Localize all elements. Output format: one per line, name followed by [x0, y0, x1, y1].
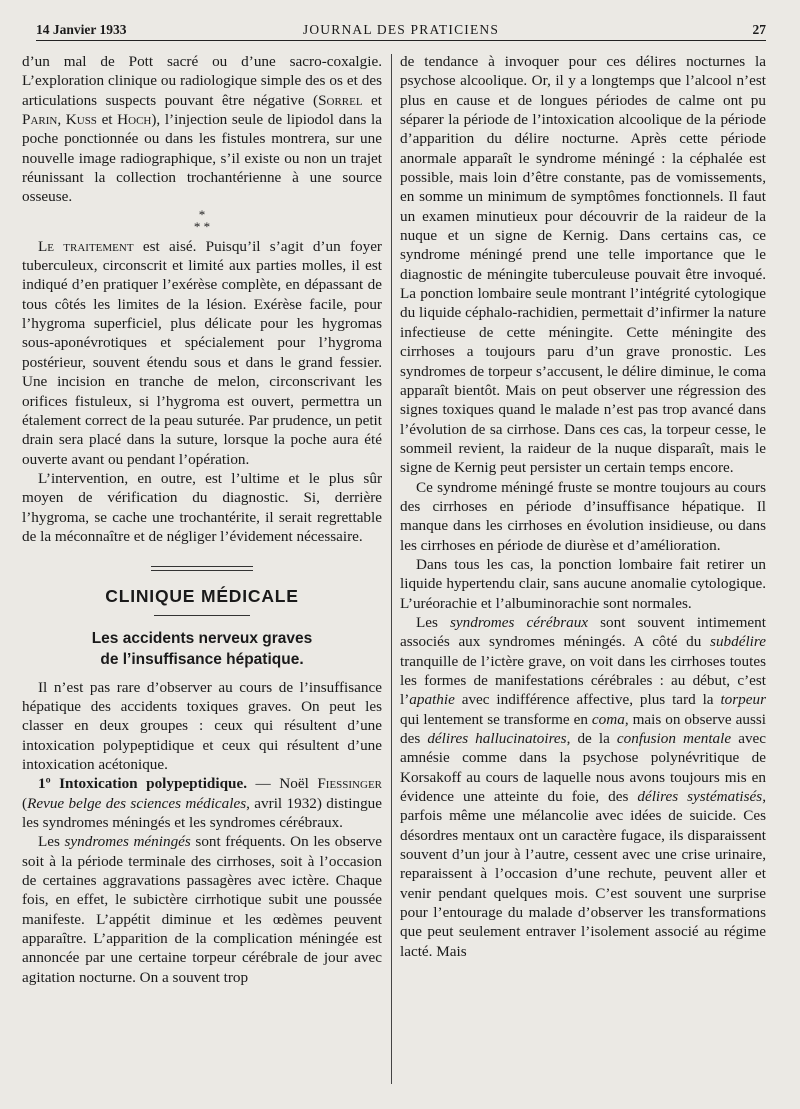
paragraph: 1º Intoxication polypeptidique. — Noël Fiessinger (Revue belge des sciences médicales, avril 1932) distingue les syndromes méningés et les syndromes cérébraux. — [22, 775, 382, 831]
heading-rule — [154, 615, 250, 616]
paragraph: Dans tous les cas, la ponction lombaire fait retirer un liquide hypertendu clair, sans aucune anomalie cytologique. L’uréorachie et l’albuminorachie sont normales. — [400, 555, 766, 612]
paragraph: d’un mal de Pott sacré ou d’une sacro-coxalgie. L’exploration clinique ou radiologique simple des os et des articulations suspects pouvant être négative (Sorrel et Parin, Kuss et Hoch), l’injection seule de lipiodol dans la poche ponctionnée ou dans les fistules montrera, sur une nouvelle image radiographique, s’il existe ou non un trajet réunissant la collection trochantérienne à une source osseuse. — [22, 53, 382, 206]
asterism: * * * — [193, 206, 211, 234]
paragraph: Le traitement est aisé. Puisqu’il s’agit d’un foyer tuberculeux, circonscrit et limité aux parties molles, il est indiqué d’en pratiquer l’exérèse complète, en dépassant de tous côtés les limites de la lésion. Exérèse facile, pour l’hygroma superficiel, plus délicate pour les hygromas sous-aponévrotiques et spécialement pour l’hygroma postérieur, souvent étendu sous et dans le grand fessier. Une incision en tranche de melon, circonscrivant les orifices fistuleux, si l’hygroma est ouvert, permettra un étalement correct de la peau suturée. Par prudence, un petit drain sera placé dans la suture, lorsque la poche aura été ouverte avant ou pendant l’opération. — [22, 237, 382, 468]
header-date: 14 Janvier 1933 — [36, 22, 127, 37]
right-column — [400, 52, 766, 961]
running-header — [36, 20, 766, 41]
journal-title: JOURNAL DES PRATICIENS — [302, 22, 500, 37]
left-column — [22, 52, 382, 987]
paragraph: L’intervention, en outre, est l’ultime et le plus sûr moyen de vérification du diagnostic. Si, derrière l’hygroma, se cache une trochantérite, il serait regrettable de la méconnaître et de négliger l’évidement nécessaire. — [22, 469, 382, 545]
paragraph: Les syndromes méningés sont fréquents. On les observe soit à la période terminale des cirrhoses, soit à l’occasion de certaines aggravations passagères avec ictère. Chaque fois, en effet, le subictère cirrhotique subit une poussée manifeste. L’appétit diminue et les œdèmes peuvent apparaître. L’apparition de la complication méningée est annoncée par une certaine torpeur cérébrale de jour avec agitation nocturne. On a souvent trop — [22, 833, 382, 986]
column-divider — [391, 54, 392, 1084]
paragraph: Il n’est pas rare d’observer au cours de l’insuffisance hépatique des accidents toxiques graves. On peut les classer en deux groupes : ceux qui résultent d’une intoxication polypeptidique et ceux qui résultent d’une intoxication acétonique. — [22, 678, 382, 773]
section-heading: CLINIQUE MÉDICALE — [105, 586, 299, 607]
page-number: 27 — [752, 22, 766, 37]
paragraph: Les syndromes cérébraux sont souvent intimement associés aux syndromes méningés. A côté du subdélire tranquille de l’ictère grave, on voit dans les cirrhoses toutes les formes de manifestations cérébrales : au début, c’est l’apathie avec indifférence affective, plus tard la torpeur qui lentement se transforme en coma, mais on observe aussi des délires hallucinatoires, de la confusion mentale avec amnésie comme dans la psychose polynévritique de Korsakoff au cours de laquelle nous avons toujours mis en évidence une atteinte du foie, des délires systématisés, parfois même une mélancolie avec idées de suicide. Ces désordres mentaux ont un caractère fugace, ils disparaissent souvent d’un jour à l’autre, cessent avec une crise urinaire, reparaissent à l’occasion d’une rechute, peuvent aller et venir pendant quelques mois. C’est souvent une surprise pour l’entourage du malade d’observer les transformations que peut seulement entraver l’isolement associé au régime lacté. Mais — [400, 613, 767, 960]
section-separator — [151, 566, 253, 571]
article-title: Les accidents nerveux graves de l’insuffisance hépatique. — [91, 629, 313, 668]
paragraph-lead: Le traitement — [38, 237, 134, 255]
paragraph: de tendance à invoquer pour ces délires nocturnes la psychose alcoolique. Or, il y a longtemps que l’alcool n’est plus en cause et de longues périodes de calme ont pu séparer la période de l’intoxication alcoolique de la période d’apparition du délire nocturne. Après cette période anormale apparaît le syndrome méningé : la céphalée est possible, mais loin d’être constante, pas de vomissements, en somme un minimum de symptômes fonctionnels. Il faut un examen minutieux pour découvrir de la raideur de la nuque et un signe de Kernig. Dans certains cas, ce syndrome méningé prend une telle importance que le diagnostic de méningite tuberculeuse pouvait être invoqué. La ponction lombaire seule montrant l’intégrité cytologique du liquide céphalo-rachidien, permettait d’infirmer la nature infectieuse de cette méningite. Cette méningite des cirrhoses a toujours paru d’un grave pronostic. Les syndromes de torpeur s’accusent, le délire diminue, le coma apparaît bientôt. Mais on peut observer une régression des signes toxiques quand le malade n’est pas trop avancé dans l’évolution de sa cirrhose. Dans ces cas, la torpeur cesse, le sommeil revient, la raideur de la nuque disparaît, mais le signe de Kernig peut persister un certain temps encore. — [400, 53, 766, 477]
subheading: 1º Intoxication polypeptidique. — [38, 775, 248, 793]
paragraph: Ce syndrome méningé fruste se montre toujours au cours des cirrhoses en période d’insuffisance hépatique. Il manque dans les cirrhoses en évolution insidieuse, ou dans les cirrhoses en période de diurèse et d’amélioration. — [400, 478, 766, 554]
